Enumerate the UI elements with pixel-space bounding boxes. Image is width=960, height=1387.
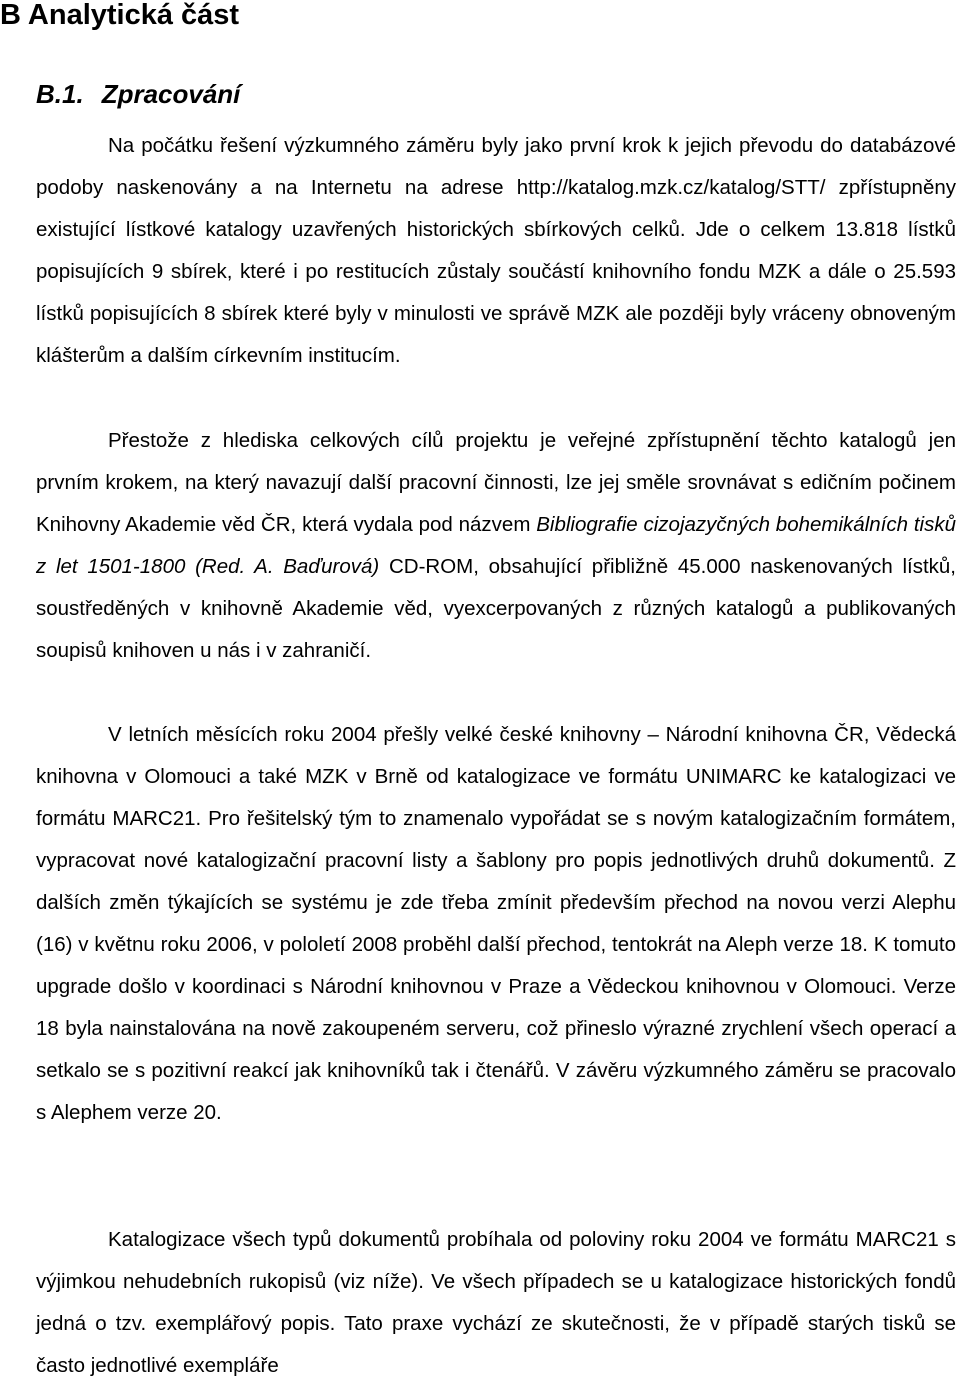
section-number: B.1. (36, 79, 84, 109)
bibliography-title: Bibliografie cizojazyčných bohemikálních tisků z let 1501-1800 (Red. A. Baďurová) (36, 513, 956, 578)
paragraph-marc21-transition: V letních měsících roku 2004 přešly velké české knihovny – Národní knihovna ČR, Vědecká knihovna v Olomouci a také MZK v Brně od katalogizace ve formátu UNIMARC ke katalogizaci ve formátu MARC21. Pro řešitelský tým to znamenalo vypořádat se s novým katalogizačním formátem, vypracovat nové katalogizační pracovní listy a šablony pro popis jednotlivých druhů dokumentů. Z dalších změn týkajících se systému je zde třeba zmínit především přechod na novou verzi Alephu (16) v květnu roku 2006, v pololetí 2008 proběhl další přechod, tentokrát na Aleph verze 18. K tomuto upgrade došlo v koordinaci s Národní knihovnou v Praze a Vědeckou knihovnou v Olomouci. Verze 18 byla nainstalována na nově zakoupeném serveru, což přineslo výrazné zrychlení všech operací a setkalo se s pozitivní reakcí jak knihovníků tak i čtenářů. V závěru výzkumného záměru se pracovalo s Alephem verze 20. (36, 723, 956, 1124)
paragraph-comparison-end: CD-ROM, obsahující přibližně 45.000 naskenovaných lístků, soustředěných v knihovně Akademie věd, vyexcerpovaných z různých katalogů a publikovaných soupisů knihoven u nás i v zahraničí. (36, 555, 956, 662)
section-title: Zpracování (101, 79, 241, 109)
section-heading (36, 76, 240, 112)
paragraph-comparison-start: Přestože z hlediska celkových cílů projektu je veřejné zpřístupnění těchto katalogů jen prvním krokem, na který navazují další pracovní činnosti, lze jej směle srovnávat s edičním počinem Knihovny Akademie věd ČR, která vydala pod názvem (36, 429, 956, 536)
chapter-heading: B Analytická část (0, 0, 240, 31)
paragraph-scanning: Na počátku řešení výzkumného záměru byly jako první krok k jejich převodu do databázové podoby naskenovány a na Internetu na adrese http://katalog.mzk.cz/katalog/STT/ zpřístupněny existující lístkové katalogy uzavřených historických sbírkových celků. Jde o celkem 13.818 lístků popisujících 9 sbírek, které i po restitucích zůstaly součástí knihovního fondu MZK a dále o 25.593 lístků popisujících 8 sbírek které byly v minulosti ve správě MZK ale později byly vráceny obnoveným klášterům a dalším církevním institucím. (36, 134, 956, 367)
paragraph-cataloguing: Katalogizace všech typů dokumentů probíhala od poloviny roku 2004 ve formátu MARC21 s výjimkou nehudebních rukopisů (viz níže). Ve všech případech se u katalogizace historických fondů jedná o tzv. exemplářový popis. Tato praxe vychází ze skutečnosti, že v případě starých tisků se často jednotlivé exempláře (36, 1228, 956, 1377)
paragraph-comparison (36, 420, 956, 672)
